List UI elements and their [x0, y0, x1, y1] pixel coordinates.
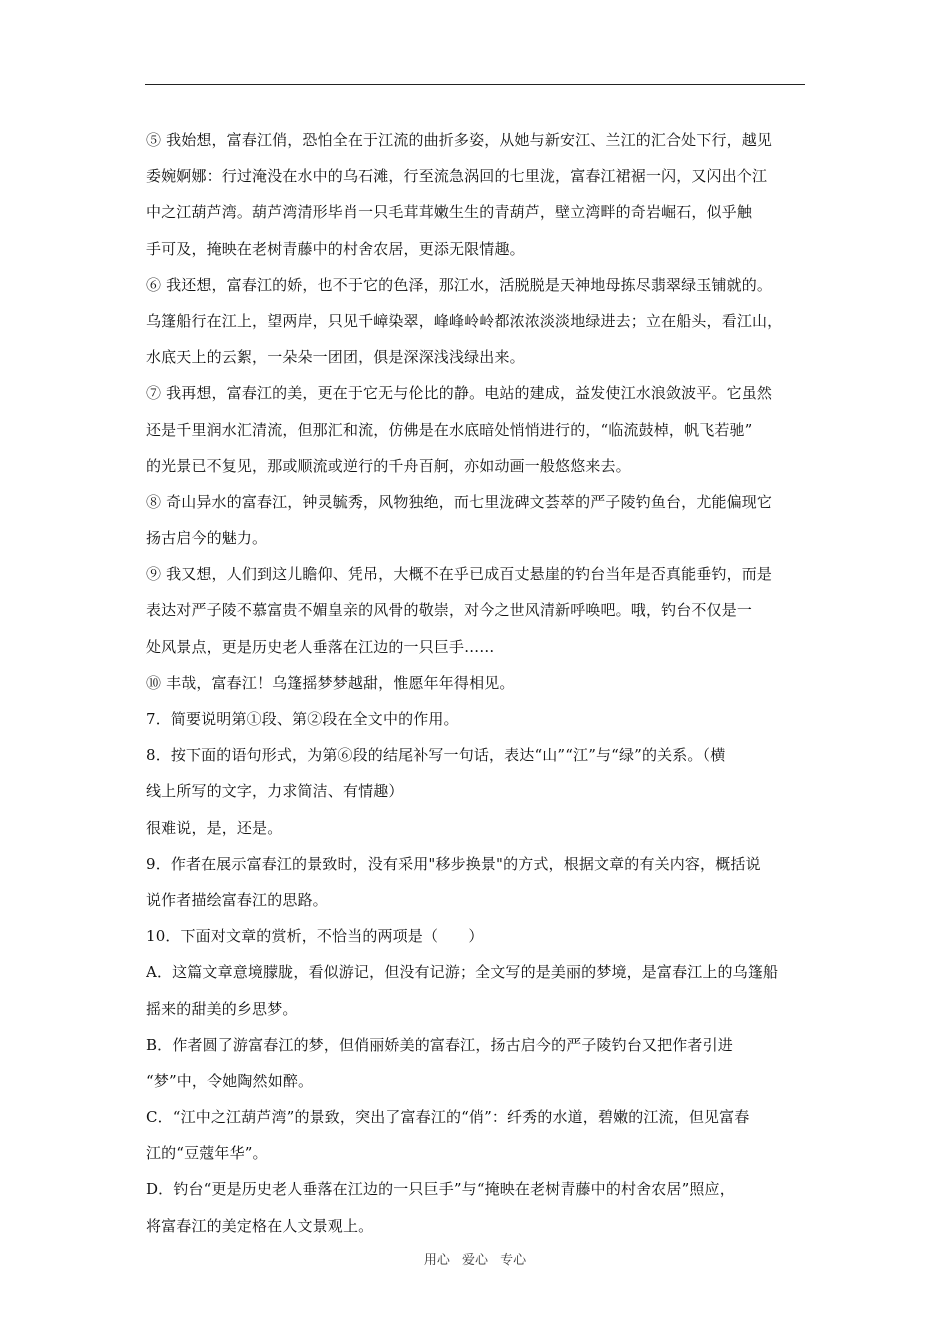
text-line: 扬古启今的魅力。 [146, 529, 268, 548]
text-line: 将富春江的美定格在人文景观上。 [146, 1216, 374, 1235]
text-line: 摇来的甜美的乡思梦。 [146, 999, 298, 1018]
question-9: 9．作者在展示富春江的景致时，没有采用"移步换景"的方式，根据文章的有关内容，概括说 [146, 854, 761, 873]
text-line: 表达对严子陵不慕富贵不媚皇亲的风骨的敬崇，对今之世风清新呼唤吧。哦，钓台不仅是一 [146, 601, 753, 620]
answer-template: 很难说，是，还是。 [146, 818, 283, 837]
text-line: 委婉婀娜：行过淹没在水中的乌石滩，行至流急涡回的七里泷，富春江裙裾一闪，又闪出个江 [146, 167, 768, 186]
question-7: 7．简要说明第①段、第②段在全文中的作用。 [146, 710, 459, 728]
question-8: 8．按下面的语句形式，为第⑥段的结尾补写一句话，表达“山”“江”与“绿”的关系。（横 [146, 746, 726, 765]
text-line: 手可及，掩映在老树青藤中的村舍农居，更添无限情趣。 [146, 239, 525, 258]
option-b: B．作者圆了游富春江的梦，但俏丽娇美的富春江，扬古启今的严子陵钓台又把作者引进 [146, 1035, 733, 1054]
text-line: 水底天上的云絮，一朵朵一团团，俱是深深浅浅绿出来。 [146, 348, 525, 367]
text-line: “梦”中，令她陶然如醉。 [146, 1071, 314, 1090]
text-line: ⑧ 奇山异水的富春江，钟灵毓秀，风物独绝，而七里泷碑文荟萃的严子陵钓鱼台，尤能偏现它 [146, 492, 773, 511]
document-body [146, 122, 812, 1244]
option-c: C．“江中之江葫芦湾”的景致，突出了富春江的“俏”：纤秀的水道，碧嫩的江流，但见富春 [146, 1108, 750, 1127]
option-d: D．钓台“更是历史老人垂落在江边的一只巨手”与“掩映在老树青藤中的村舍农居”照应， [146, 1180, 735, 1199]
text-line: ⑨ 我又想，人们到这儿瞻仰、凭吊，大概不在乎已成百丈悬崖的钓台当年是否真能垂钓，而是 [146, 565, 773, 584]
option-a: A．这篇文章意境朦胧，看似游记，但没有记游；全文写的是美丽的梦境，是富春江上的乌篷船 [146, 963, 779, 982]
text-line: ⑥ 我还想，富春江的娇，也不于它的色泽，那江水，活脱脱是天神地母拣尽翡翠绿玉铺就的。 [146, 275, 773, 294]
text-line: 处风景点，更是历史老人垂落在江边的一只巨手…… [146, 637, 495, 656]
text-line: ⑤ 我始想，富春江俏，恐怕全在于江流的曲折多姿，从她与新安江、兰江的汇合处下行，越见 [146, 131, 773, 149]
text-line: 乌篷船行在江上，望两岸，只见千嶂染翠，峰峰岭岭都浓浓淡淡地绿进去；立在船头，看江山， [146, 311, 783, 330]
text-line: 还是千里润水汇清流，但那汇和流，仿佛是在水底暗处悄悄进行的，“临流鼓棹，帆飞若驰” [146, 420, 753, 439]
page-footer: 用心 爱心 专心 [423, 1253, 527, 1268]
question-10: 10．下面对文章的赏析，不恰当的两项是（ ） [146, 927, 484, 946]
text-line: ⑦ 我再想，富春江的美，更在于它无与伦比的静。电站的建成，益发使江水浪敛波平。它虽然 [146, 384, 773, 403]
text-line: 说作者描绘富春江的思路。 [146, 890, 328, 909]
text-line: 线上所写的文字，力求简洁、有情趣） [146, 782, 404, 801]
text-line: 中之江葫芦湾。葫芦湾清形毕肖一只毛茸茸嫩生生的青葫芦，壁立湾畔的奇岩崛石，似乎触 [146, 203, 753, 222]
text-line: 的光景已不复见，那或顺流或逆行的千舟百舸，亦如动画一般悠悠来去。 [146, 456, 631, 475]
header-rule [145, 84, 805, 85]
text-line: 江的“豆蔻年华”。 [146, 1144, 268, 1163]
text-line: ⑩ 丰哉，富春江！乌篷摇梦梦越甜，惟愿年年得相见。 [146, 673, 515, 692]
